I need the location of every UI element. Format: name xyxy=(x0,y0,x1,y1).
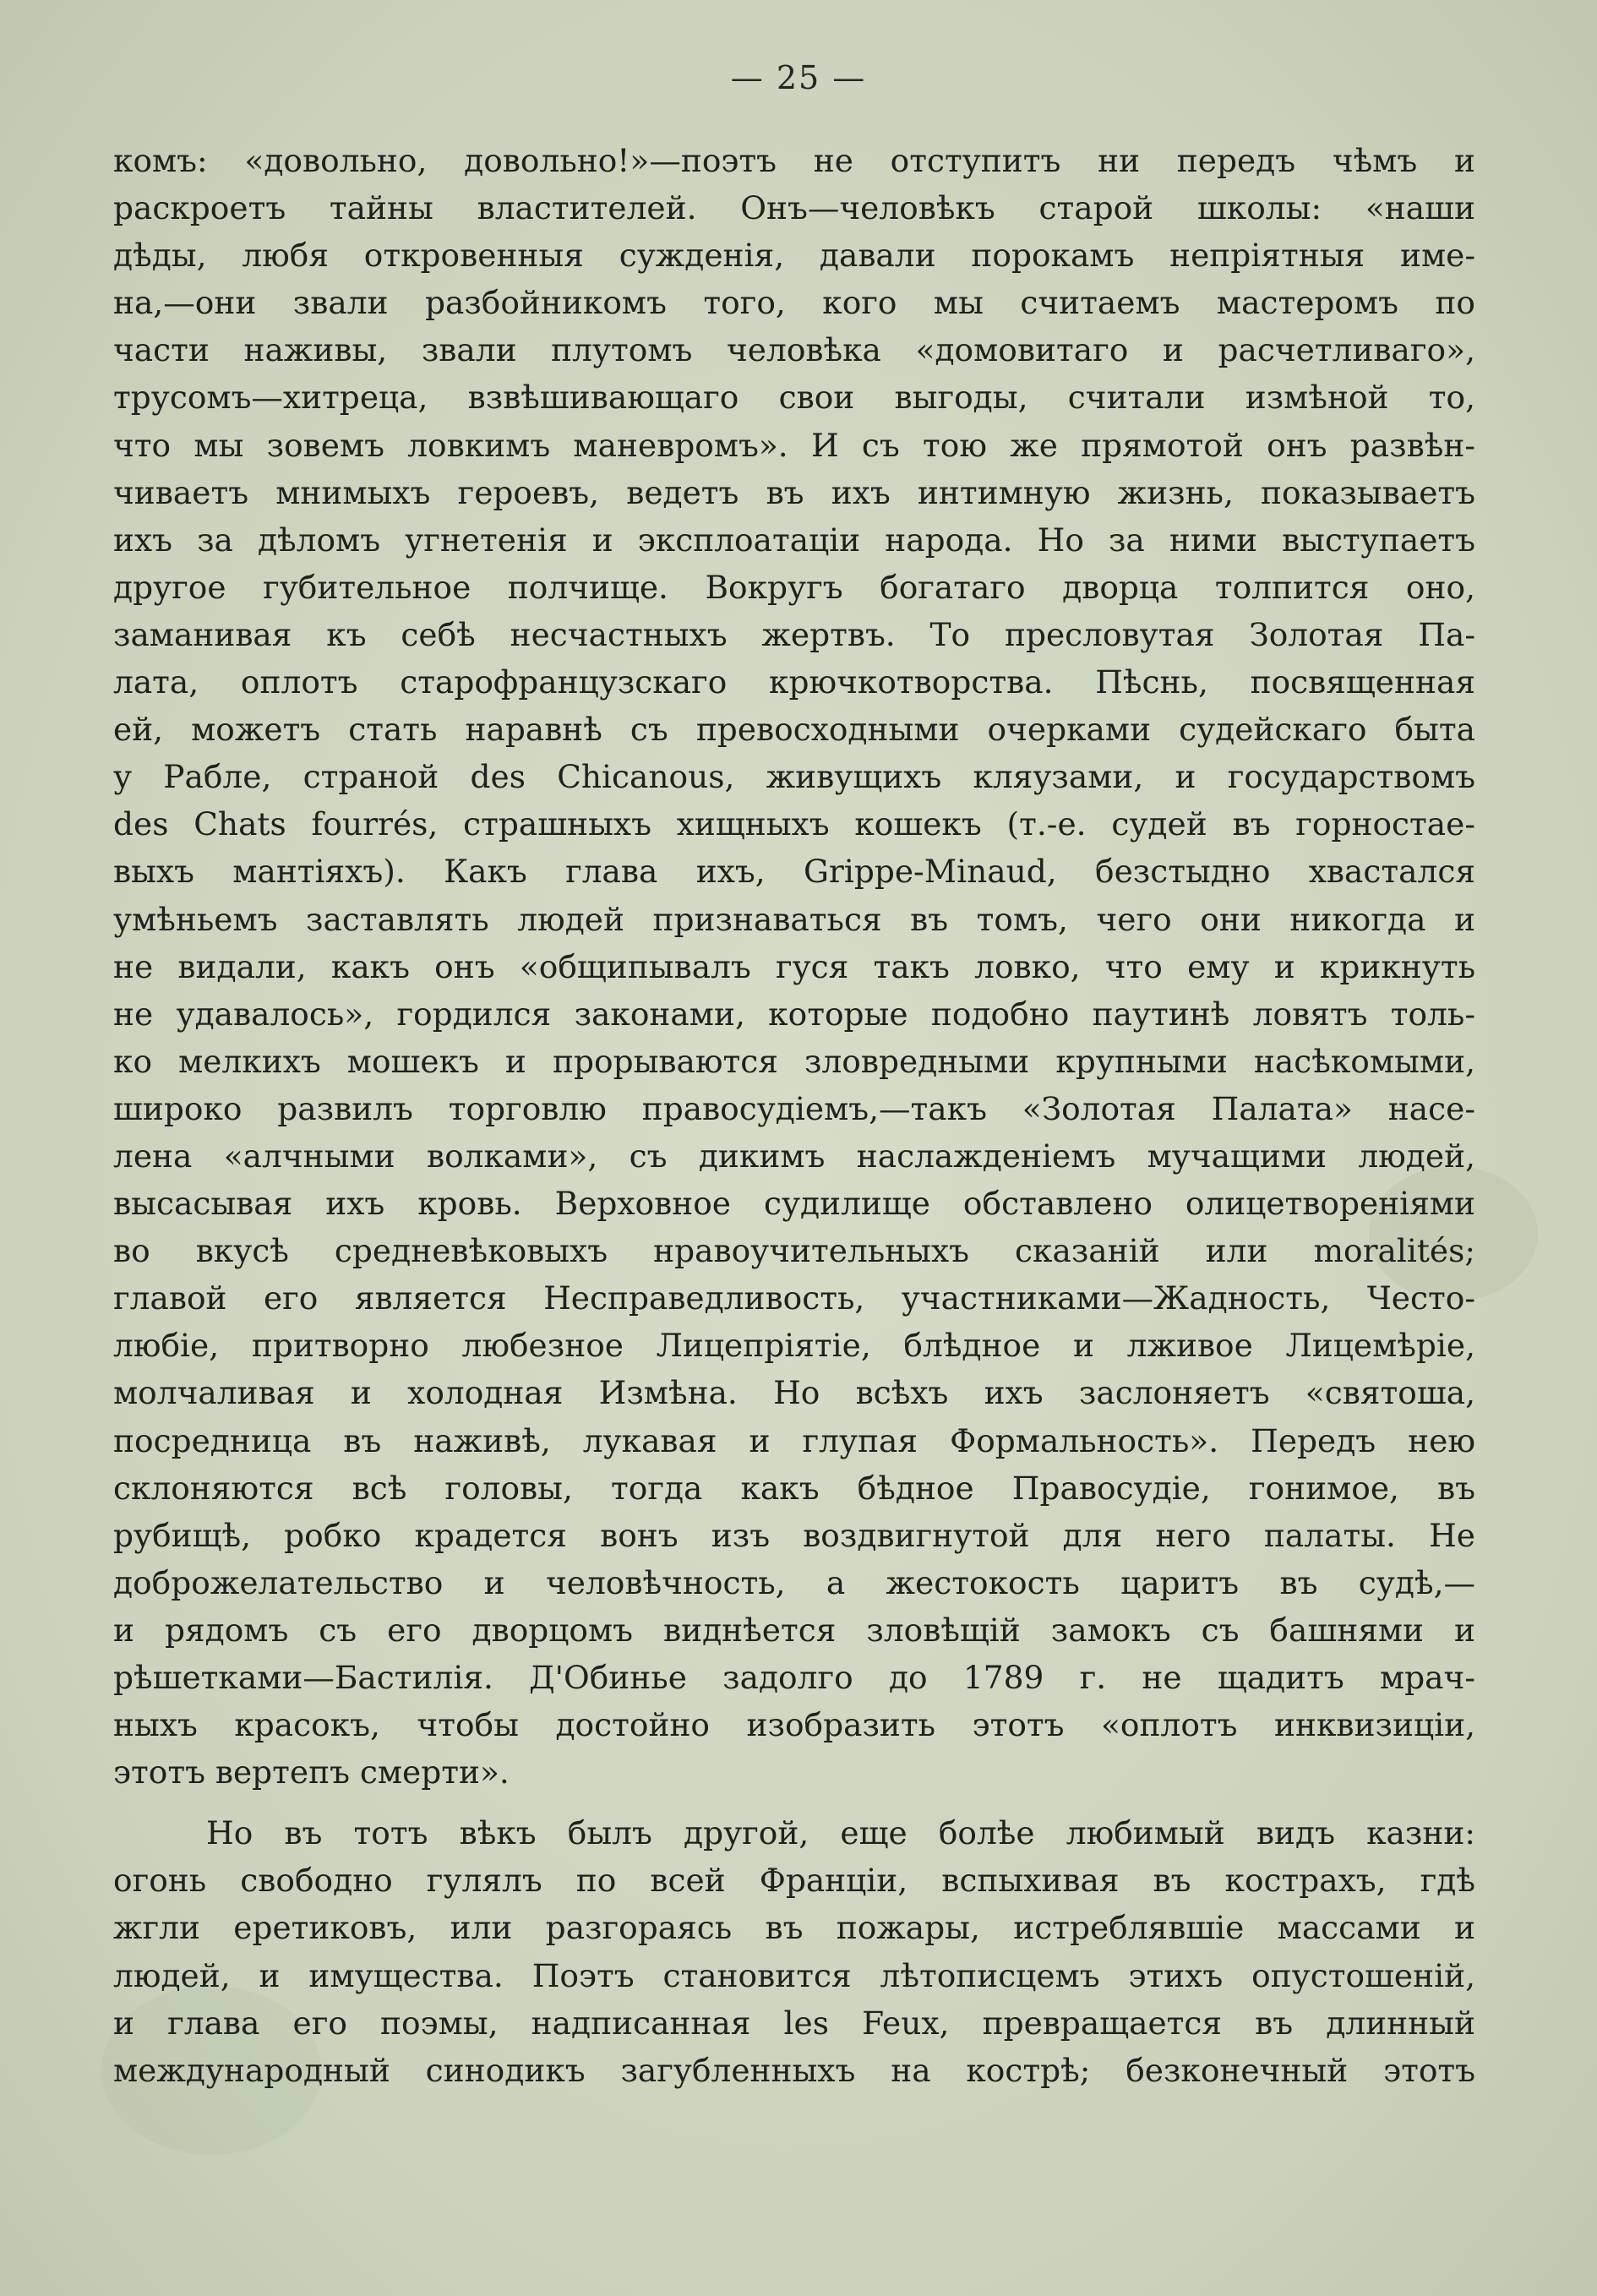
text-line: жгли еретиковъ, или разгораясь въ пожары, истреблявшіе массами и xyxy=(113,1909,1475,1947)
text-line: огонь свободно гулялъ по всей Франціи, вспыхивая въ кострахъ, гдѣ xyxy=(113,1862,1475,1900)
paragraph xyxy=(113,1809,1475,2094)
text-line: раскроетъ тайны властителей. Онъ—человѣкъ старой школы: «наши xyxy=(113,189,1475,227)
text-line: у Рабле, страной des Chicanous, живущихъ кляузами, и государствомъ xyxy=(113,758,1475,796)
text-line: части наживы, звали плутомъ человѣка «домовитаго и расчетливаго», xyxy=(113,331,1475,369)
text-line: умѣньемъ заставлять людей признаваться въ томъ, чего они никогда и xyxy=(113,900,1475,938)
text-line: посредница въ наживѣ, лукавая и глупая Формальность». Передъ нею xyxy=(113,1421,1475,1459)
text-line: любіе, притворно любезное Лицепріятіе, блѣдное и лживое Лицемѣріе, xyxy=(113,1327,1475,1365)
text-line: рубищѣ, робко крадется вонъ изъ воздвигнутой для него палаты. Не xyxy=(113,1516,1475,1554)
text-line: лата, оплотъ старофранцузскаго крючкотворства. Пѣснь, посвященная xyxy=(113,663,1475,701)
text-line: лена «алчными волками», съ дикимъ наслажденіемъ мучащими людей, xyxy=(113,1137,1475,1175)
text-line: склоняются всѣ головы, тогда какъ бѣдное Правосудіе, гонимое, въ xyxy=(113,1469,1475,1507)
text-line: людей, и имущества. Поэтъ становится лѣтописцемъ этихъ опустошеній, xyxy=(113,1956,1475,1994)
text-line: дѣды, любя откровенныя сужденія, давали порокамъ непріятныя име- xyxy=(113,237,1475,275)
text-line: не видали, какъ онъ «общипывалъ гуся такъ ловко, что ему и крикнуть xyxy=(113,947,1475,985)
text-line: трусомъ—хитреца, взвѣшивающаго свои выгоды, считали измѣной то, xyxy=(113,379,1475,417)
text-line: ихъ за дѣломъ угнетенія и эксплоатаціи народа. Но за ними выступаетъ xyxy=(113,521,1475,559)
text-line: во вкусѣ средневѣковыхъ нравоучительныхъ сказаній или moralités; xyxy=(113,1232,1475,1270)
text-line: ныхъ красокъ, чтобы достойно изобразить этотъ «оплотъ инквизиціи, xyxy=(113,1706,1475,1744)
text-line: главой его является Несправедливость, участниками—Жадность, Често- xyxy=(113,1279,1475,1317)
text-line: доброжелательство и человѣчность, а жестокость царитъ въ судѣ,— xyxy=(113,1563,1475,1601)
body-text xyxy=(113,137,1475,2094)
text-line: ко мелкихъ мошекъ и прорываются зловредными крупными насѣкомыми, xyxy=(113,1042,1475,1080)
text-line: и глава его поэмы, надписанная les Feux, превращается въ длинный xyxy=(113,2004,1475,2042)
text-line: другое губительное полчище. Вокругъ богатаго дворца толпится оно, xyxy=(113,568,1475,606)
text-line: рѣшетками—Бастилія. Д'Обинье задолго до 1789 г. не щадитъ мрач- xyxy=(113,1659,1475,1696)
text-line: молчаливая и холодная Измѣна. Но всѣхъ ихъ заслоняетъ «святоша, xyxy=(113,1374,1475,1412)
text-line: что мы зовемъ ловкимъ маневромъ». И съ тою же прямотой онъ развѣн- xyxy=(113,426,1475,464)
text-line: комъ: «довольно, довольно!»—поэтъ не отступитъ ни передъ чѣмъ и xyxy=(113,142,1475,179)
text-line: не удавалось», гордился законами, которые подобно паутинѣ ловятъ толь- xyxy=(113,995,1475,1033)
text-line: выхъ мантіяхъ). Какъ глава ихъ, Grippe-Minaud, безстыдно хвастался xyxy=(113,853,1475,891)
text-line: международный синодикъ загубленныхъ на кострѣ; безконечный этотъ xyxy=(113,2051,1475,2089)
text-line: ей, можетъ стать наравнѣ съ превосходными очерками судейскаго быта xyxy=(113,711,1475,749)
paragraph-gap xyxy=(113,1796,1475,1809)
text-line: чиваетъ мнимыхъ героевъ, ведетъ въ ихъ интимную жизнь, показываетъ xyxy=(113,473,1475,511)
text-line: des Chats fourrés, страшныхъ хищныхъ кошекъ (т.-е. судей въ горностае- xyxy=(113,805,1475,843)
text-line: этотъ вертепъ смерти». xyxy=(113,1753,510,1792)
text-line: высасывая ихъ кровь. Верховное судилище обставлено олицетвореніями xyxy=(113,1185,1475,1223)
page-number: — 25 — xyxy=(730,59,867,96)
paragraph xyxy=(113,137,1475,1796)
text-line: и рядомъ съ его дворцомъ виднѣется зловѣщій замокъ съ башнями и xyxy=(113,1611,1475,1649)
text-line: широко развилъ торговлю правосудіемъ,—такъ «Золотая Палата» насе- xyxy=(113,1089,1475,1127)
text-line: заманивая къ себѣ несчастныхъ жертвъ. То пресловутая Золотая Па- xyxy=(113,615,1475,653)
text-line: на,—они звали разбойникомъ того, кого мы считаемъ мастеромъ по xyxy=(113,284,1475,322)
text-line: Но въ тотъ вѣкъ былъ другой, еще болѣе любимый видъ казни: xyxy=(206,1814,1475,1852)
